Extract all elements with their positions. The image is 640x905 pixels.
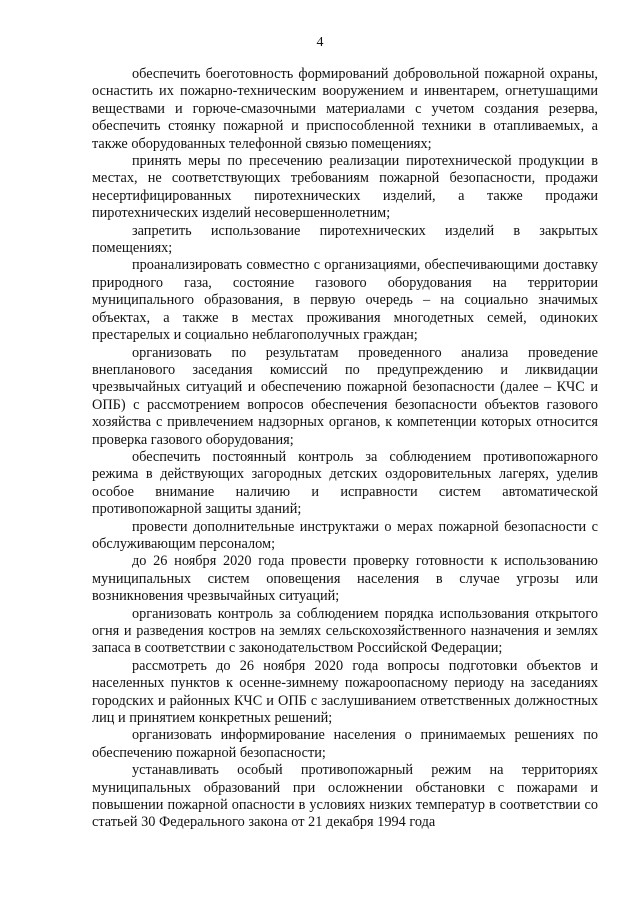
document-body: [92, 66, 598, 832]
paragraph-pyrotechnics-sales: принять меры по пресечению реализации пиротехнической продукции в местах, не соответствующих требованиям пожарной безопасности, продажи несертифицированных пиротехнических изделий, а также продажи пиротехнических изделий несовершеннолетним;: [92, 153, 598, 222]
paragraph-fire-brigade-readiness: обеспечить боеготовность формирований добровольной пожарной охраны, оснастить их пожарно-техническим вооружением и инвентарем, огнетушащими веществами и горюче-смазочными материалами с учетом создания резерва, обеспечить стоянку пожарной и приспособленной техники в отапливаемых, а также оборудованных телефонной связью помещениях;: [92, 66, 598, 152]
paragraph-pyrotechnics-indoors: запретить использование пиротехнических изделий в закрытых помещениях;: [92, 222, 598, 257]
paragraph-winter-preparation: рассмотреть до 26 ноября 2020 года вопросы подготовки объектов и населенных пунктов к осенне-зимнему пожароопасному периоду на заседаниях городских и районных КЧС и ОПБ с заслушиванием ответственных должностных лиц и принятием конкретных решений;: [92, 657, 598, 727]
paragraph-warning-systems: до 26 ноября 2020 года провести проверку готовности к использованию муниципальных систем оповещения населения в случае угрозы или возникновения чрезвычайных ситуаций;: [92, 553, 598, 605]
paragraph-commission-meeting: организовать по результатам проведенного анализа проведение внепланового заседания комиссий по предупреждению и ликвидации чрезвычайных ситуаций и обеспечению пожарной безопасности (далее – КЧС и ОПБ) с рассмотрением вопросов обеспечения безопасности объектов газового хозяйства с привлечением надзорных органов, к компетенции которых относится проверка газового оборудования;: [92, 344, 598, 448]
paragraph-public-information: организовать информирование населения о принимаемых решениях по обеспечению пожарной безопасности;: [92, 727, 598, 761]
paragraph-gas-equipment-analysis: проанализировать совместно с организациями, обеспечивающими доставку природного газа, состояние газового оборудования на территории муниципального образования, в первую очередь – на социально значимых объектах, а также в местах проживания многодетных семей, одиноких престарелых и социально неблагополучных граждан;: [92, 257, 598, 344]
paragraph-children-camps: обеспечить постоянный контроль за соблюдением противопожарного режима в действующих загородных детских оздоровительных лагерях, уделив особое внимание наличию и исправности систем автоматической противопожарной защиты зданий;: [92, 448, 598, 518]
paragraph-staff-briefings: провести дополнительные инструктажи о мерах пожарной безопасности с обслуживающим персоналом;: [92, 518, 598, 552]
paragraph-special-fire-regime: устанавливать особый противопожарный режим на территориях муниципальных образований при осложнении обстановки с пожарами и повышении пожарной опасности в условиях низких температур в соответствии со статьей 30 Федерального закона от 21 декабря 1994 года: [92, 762, 598, 831]
page-number: 4: [316, 35, 324, 50]
paragraph-open-fire-control: организовать контроль за соблюдением порядка использования открытого огня и разведения костров на землях сельскохозяйственного назначения и землях запаса в соответствии с законодательством Российской Федерации;: [92, 605, 598, 657]
